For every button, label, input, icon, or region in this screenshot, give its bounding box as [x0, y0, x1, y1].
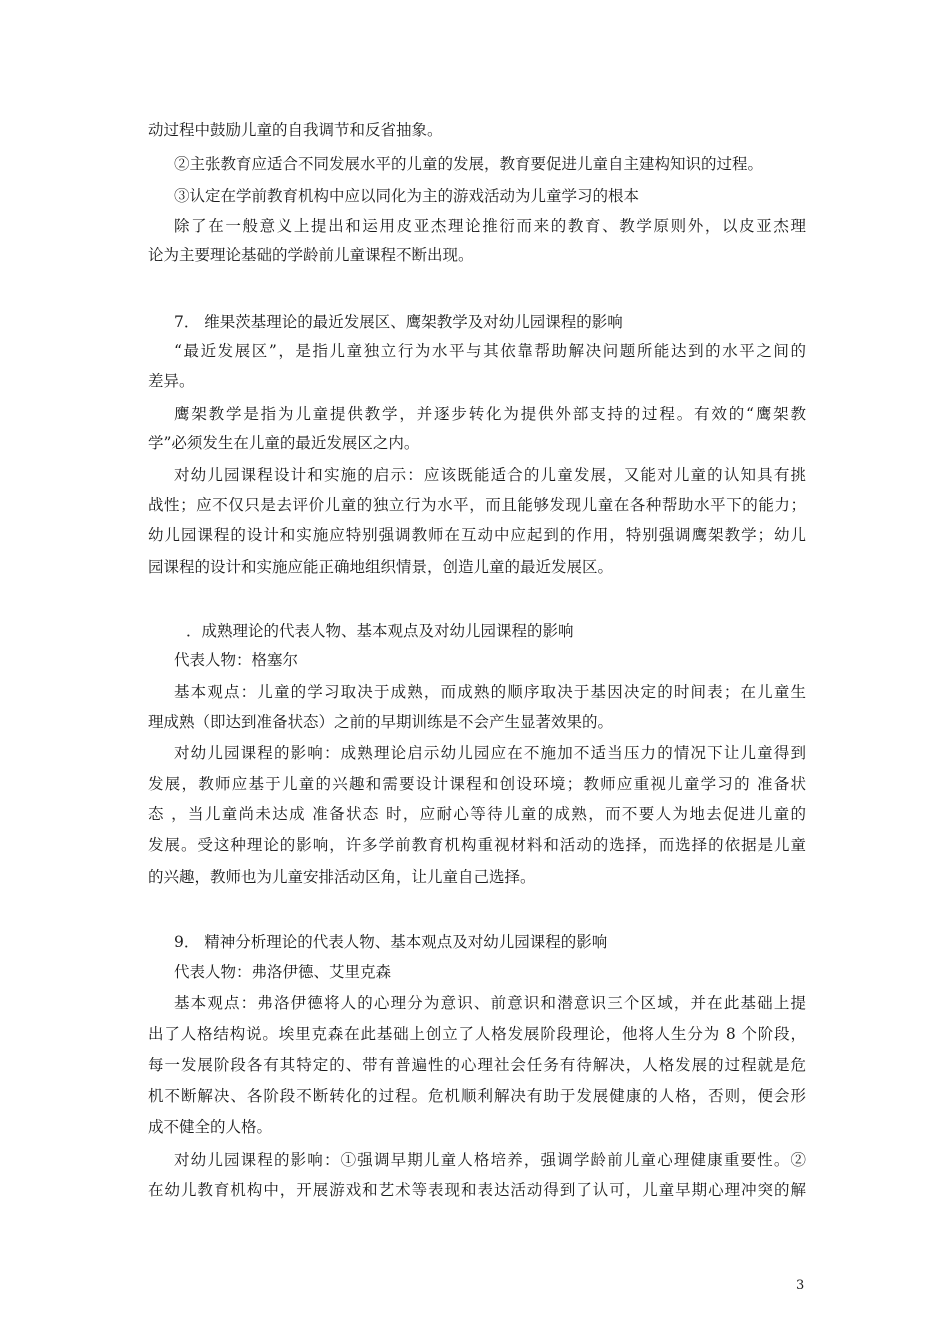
- text-line: 代表人物：格塞尔: [174, 651, 299, 669]
- text-line: 发展。受这种理论的影响，许多学前教育机构重视材料和活动的选择，而选择的依据是儿童: [148, 836, 806, 854]
- text-line: 基本观点：弗洛伊德将人的心理分为意识、前意识和潜意识三个区域，并在此基础上提: [174, 994, 806, 1012]
- section-heading: ．成熟理论的代表人物、基本观点及对幼儿园课程的影响: [186, 622, 574, 640]
- text-line: 代表人物：弗洛伊德、艾里克森: [174, 963, 392, 981]
- text-line: 成不健全的人格。: [148, 1118, 273, 1136]
- text-line: 园课程的设计和实施应能正确地组织情景，创造儿童的最近发展区。: [148, 558, 614, 576]
- text-line: 对幼儿园课程设计和实施的启示：应该既能适合的儿童发展，又能对儿童的认知具有挑: [174, 466, 806, 484]
- section-heading: 7． 维果茨基理论的最近发展区、鹰架教学及对幼儿园课程的影响: [174, 313, 623, 331]
- text-line: ③认定在学前教育机构中应以同化为主的游戏活动为儿童学习的根本: [174, 187, 640, 205]
- page-number: 3: [796, 1278, 805, 1293]
- text-line: “最近发展区”，是指儿童独立行为水平与其依靠帮助解决问题所能达到的水平之间的: [174, 342, 806, 360]
- text-line: 在幼儿教育机构中，开展游戏和艺术等表现和表达活动得到了认可，儿童早期心理冲突的解: [148, 1181, 806, 1199]
- text-line: ②主张教育应适合不同发展水平的儿童的发展，教育要促进儿童自主建构知识的过程。: [174, 155, 764, 173]
- text-line: 鹰架教学是指为儿童提供教学，并逐步转化为提供外部支持的过程。有效的“鹰架教: [174, 405, 806, 423]
- text-line: 机不断解决、各阶段不断转化的过程。危机顺利解决有助于发展健康的人格，否则，便会形: [148, 1087, 806, 1105]
- text-line: 动过程中鼓励儿童的自我调节和反省抽象。: [148, 121, 443, 139]
- text-line: 态 ，当儿童尚未达成 准备状态 时，应耐心等待儿童的成熟，而不要人为地去促进儿童的: [148, 805, 806, 823]
- text-line: 论为主要理论基础的学龄前儿童课程不断出现。: [148, 246, 474, 264]
- text-line: 每一发展阶段各有其特定的、带有普遍性的心理社会任务有待解决，人格发展的过程就是危: [148, 1056, 806, 1074]
- text-line: 理成熟（即达到准备状态）之前的早期训练是不会产生显著效果的。: [148, 713, 614, 731]
- text-line: 幼儿园课程的设计和实施应特别强调教师在互动中应起到的作用，特别强调鹰架教学；幼儿: [148, 526, 806, 544]
- text-line: 差异。: [148, 372, 195, 390]
- text-line: 的兴趣，教师也为儿童安排活动区角，让儿童自己选择。: [148, 868, 536, 886]
- text-line: 出了人格结构说。埃里克森在此基础上创立了人格发展阶段理论，他将人生分为 8 个阶段，: [148, 1025, 806, 1043]
- text-line: 战性；应不仅只是去评价儿童的独立行为水平，而且能够发现儿童在各种帮助水平下的能力；: [148, 496, 806, 514]
- text-line: 基本观点：儿童的学习取决于成熟，而成熟的顺序取决于基因决定的时间表；在儿童生: [174, 683, 806, 701]
- text-line: 除了在一般意义上提出和运用皮亚杰理论推衍而来的教育、教学原则外，以皮亚杰理: [174, 217, 806, 235]
- text-line: 对幼儿园课程的影响：成熟理论启示幼儿园应在不施加不适当压力的情况下让儿童得到: [174, 744, 806, 762]
- text-line: 学”必须发生在儿童的最近发展区之内。: [148, 434, 420, 452]
- text-line: 发展，教师应基于儿童的兴趣和需要设计课程和创设环境；教师应重视儿童学习的 准备状: [148, 775, 806, 793]
- section-heading: 9． 精神分析理论的代表人物、基本观点及对幼儿园课程的影响: [174, 933, 608, 951]
- text-line: 对幼儿园课程的影响：①强调早期儿童人格培养，强调学龄前儿童心理健康重要性。②: [174, 1151, 806, 1169]
